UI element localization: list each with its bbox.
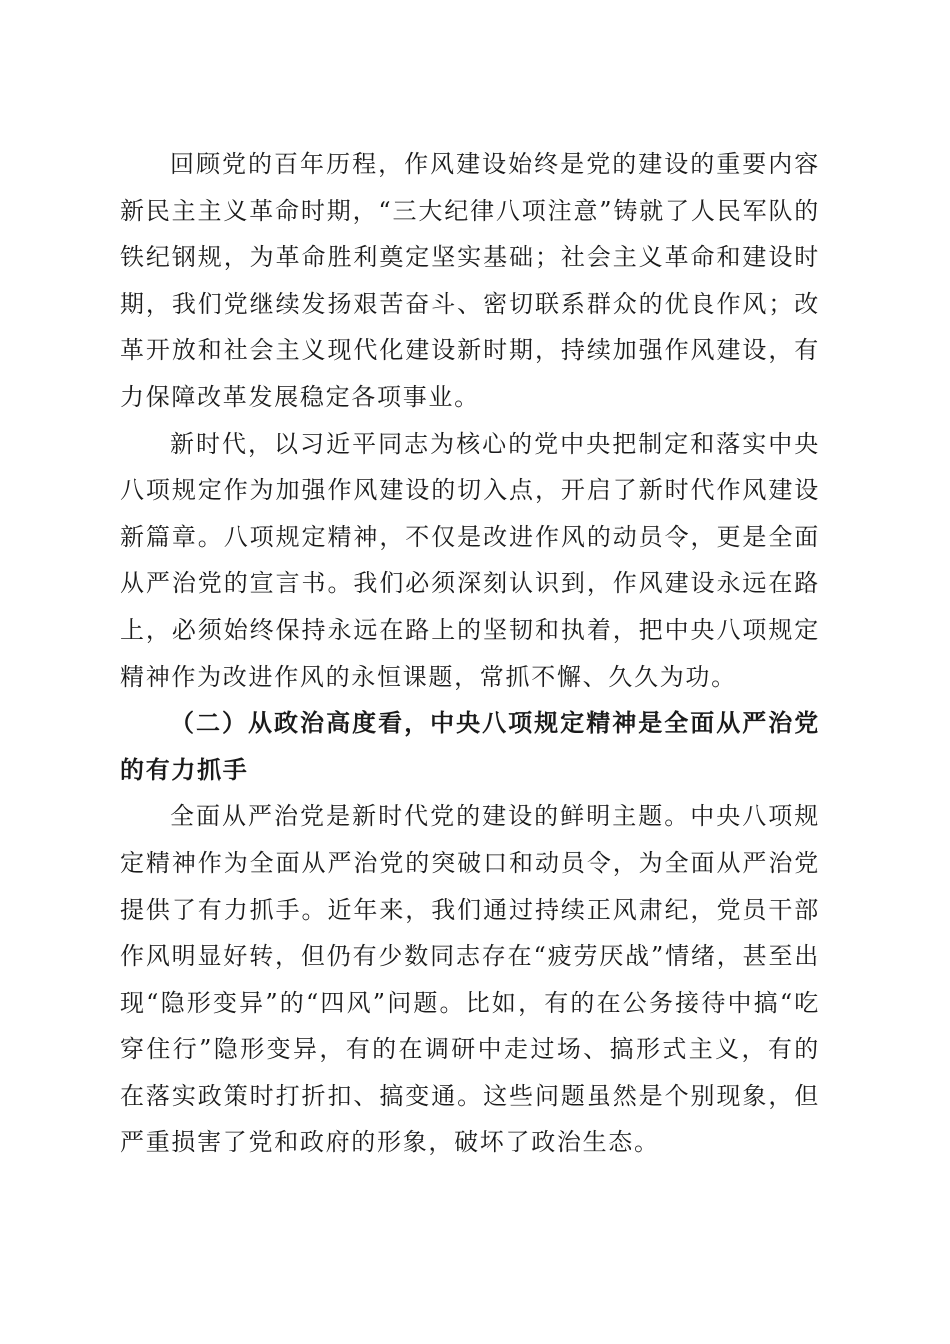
paragraph-party-history: 回顾党的百年历程，作风建设始终是党的建设的重要内容新民主主义革命时期，“三大纪律八项注意”铸就了人民军队的铁纪钢规，为革命胜利奠定坚实基础；社会主义革命和建设时期，我们党继续发扬艰苦奋斗、密切联系群众的优良作风；改革开放和社会主义现代化建设新时期，持续加强作风建设，有力保障改革发展稳定各项事业。: [120, 150, 820, 411]
paragraph-strict-governance: 全面从严治党是新时代党的建设的鲜明主题。中央八项规定精神作为全面从严治党的突破口和动员令，为全面从严治党提供了有力抓手。近年来，我们通过持续正风肃纪，党员干部作风明显好转，但仍有少数同志存在“疲劳厌战”情绪，甚至出现“隐形变异”的“四风”问题。比如，有的在公务接待中搞“吃穿住行”隐形变异，有的在调研中走过场、搞形式主义，有的在落实政策时打折扣、搞变通。这些问题虽然是个别现象，但严重损害了党和政府的形象，破坏了政治生态。: [120, 802, 820, 1157]
section-heading-2: （二）从政治高度看，中央八项规定精神是全面从严治党的有力抓手: [120, 708, 820, 784]
document-body: [120, 141, 820, 1166]
paragraph-new-era: 新时代，以习近平同志为核心的党中央把制定和落实中央八项规定作为加强作风建设的切入点，开启了新时代作风建设新篇章。八项规定精神，不仅是改进作风的动员令，更是全面从严治党的宣言书。我们必须深刻认识到，作风建设永远在路上，必须始终保持永远在路上的坚韧和执着，把中央八项规定精神作为改进作风的永恒课题，常抓不懈、久久为功。: [120, 429, 820, 691]
